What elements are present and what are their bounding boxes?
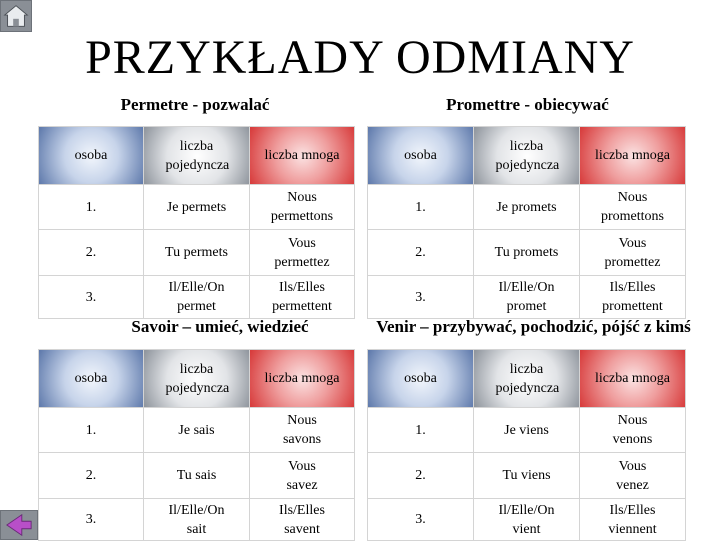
home-button[interactable] <box>0 0 32 32</box>
table-heading-permetre: Permetre - pozwalać <box>120 95 270 114</box>
plural-cell: Nous promettons <box>580 185 686 230</box>
singular-cell: Tu viens <box>474 453 580 499</box>
table-row <box>39 499 355 541</box>
singular-cell: Je promets <box>474 185 580 230</box>
header-plural: liczba mnoga <box>250 127 355 185</box>
header-osoba: osoba <box>39 127 144 185</box>
plural-cell: Ils/Elles viennent <box>580 499 686 541</box>
table-row <box>368 408 686 453</box>
person-cell: 3. <box>368 276 474 319</box>
header-singular: liczba pojedyncza <box>474 350 580 408</box>
plural-cell: Ils/Elles savent <box>250 499 355 541</box>
table-row <box>368 230 686 276</box>
singular-cell: Je viens <box>474 408 580 453</box>
table-row <box>368 185 686 230</box>
singular-cell: Il/Elle/On promet <box>474 276 580 319</box>
singular-cell: Je sais <box>144 408 250 453</box>
plural-cell: Vous savez <box>250 453 355 499</box>
person-cell: 3. <box>39 499 144 541</box>
header-osoba: osoba <box>39 350 144 408</box>
table-row <box>39 453 355 499</box>
singular-cell: Tu permets <box>144 230 250 276</box>
person-cell: 2. <box>368 230 474 276</box>
table-heading-savoir: Savoir – umieć, wiedzieć <box>131 317 309 336</box>
header-plural: liczba mnoga <box>580 350 686 408</box>
person-cell: 1. <box>39 408 144 453</box>
conjugation-table-permetre <box>38 126 355 319</box>
singular-cell: Je permets <box>144 185 250 230</box>
header-plural: liczba mnoga <box>580 127 686 185</box>
back-button[interactable] <box>0 510 38 540</box>
page-title: PRZYKŁADY ODMIANY <box>85 31 635 84</box>
plural-cell: Vous venez <box>580 453 686 499</box>
conjugation-table-promettre <box>367 126 686 319</box>
table-row <box>368 453 686 499</box>
plural-cell: Nous permettons <box>250 185 355 230</box>
table-row <box>39 230 355 276</box>
table-heading-promettre: Promettre - obiecywać <box>446 95 609 114</box>
header-osoba: osoba <box>368 350 474 408</box>
person-cell: 2. <box>39 453 144 499</box>
home-icon <box>1 1 31 31</box>
singular-cell: Il/Elle/On sait <box>144 499 250 541</box>
plural-cell: Ils/Elles permettent <box>250 276 355 319</box>
table-row <box>39 276 355 319</box>
person-cell: 3. <box>39 276 144 319</box>
singular-cell: Tu sais <box>144 453 250 499</box>
header-singular: liczba pojedyncza <box>144 350 250 408</box>
person-cell: 1. <box>368 185 474 230</box>
header-singular: liczba pojedyncza <box>144 127 250 185</box>
header-singular: liczba pojedyncza <box>474 127 580 185</box>
plural-cell: Nous savons <box>250 408 355 453</box>
person-cell: 2. <box>368 453 474 499</box>
table-heading-venir: Venir – przybywać, pochodzić, pójść z kimś <box>376 317 691 336</box>
header-osoba: osoba <box>368 127 474 185</box>
person-cell: 3. <box>368 499 474 541</box>
header-plural: liczba mnoga <box>250 350 355 408</box>
person-cell: 2. <box>39 230 144 276</box>
table-row <box>368 499 686 541</box>
conjugation-table-venir <box>367 349 686 541</box>
singular-cell: Il/Elle/On permet <box>144 276 250 319</box>
singular-cell: Il/Elle/On vient <box>474 499 580 541</box>
plural-cell: Nous venons <box>580 408 686 453</box>
person-cell: 1. <box>39 185 144 230</box>
conjugation-table-savoir <box>38 349 355 541</box>
singular-cell: Tu promets <box>474 230 580 276</box>
table-row <box>39 408 355 453</box>
table-row <box>368 276 686 319</box>
back-arrow-icon <box>1 511 37 539</box>
plural-cell: Vous promettez <box>580 230 686 276</box>
plural-cell: Vous permettez <box>250 230 355 276</box>
person-cell: 1. <box>368 408 474 453</box>
plural-cell: Ils/Elles promettent <box>580 276 686 319</box>
table-row <box>39 185 355 230</box>
